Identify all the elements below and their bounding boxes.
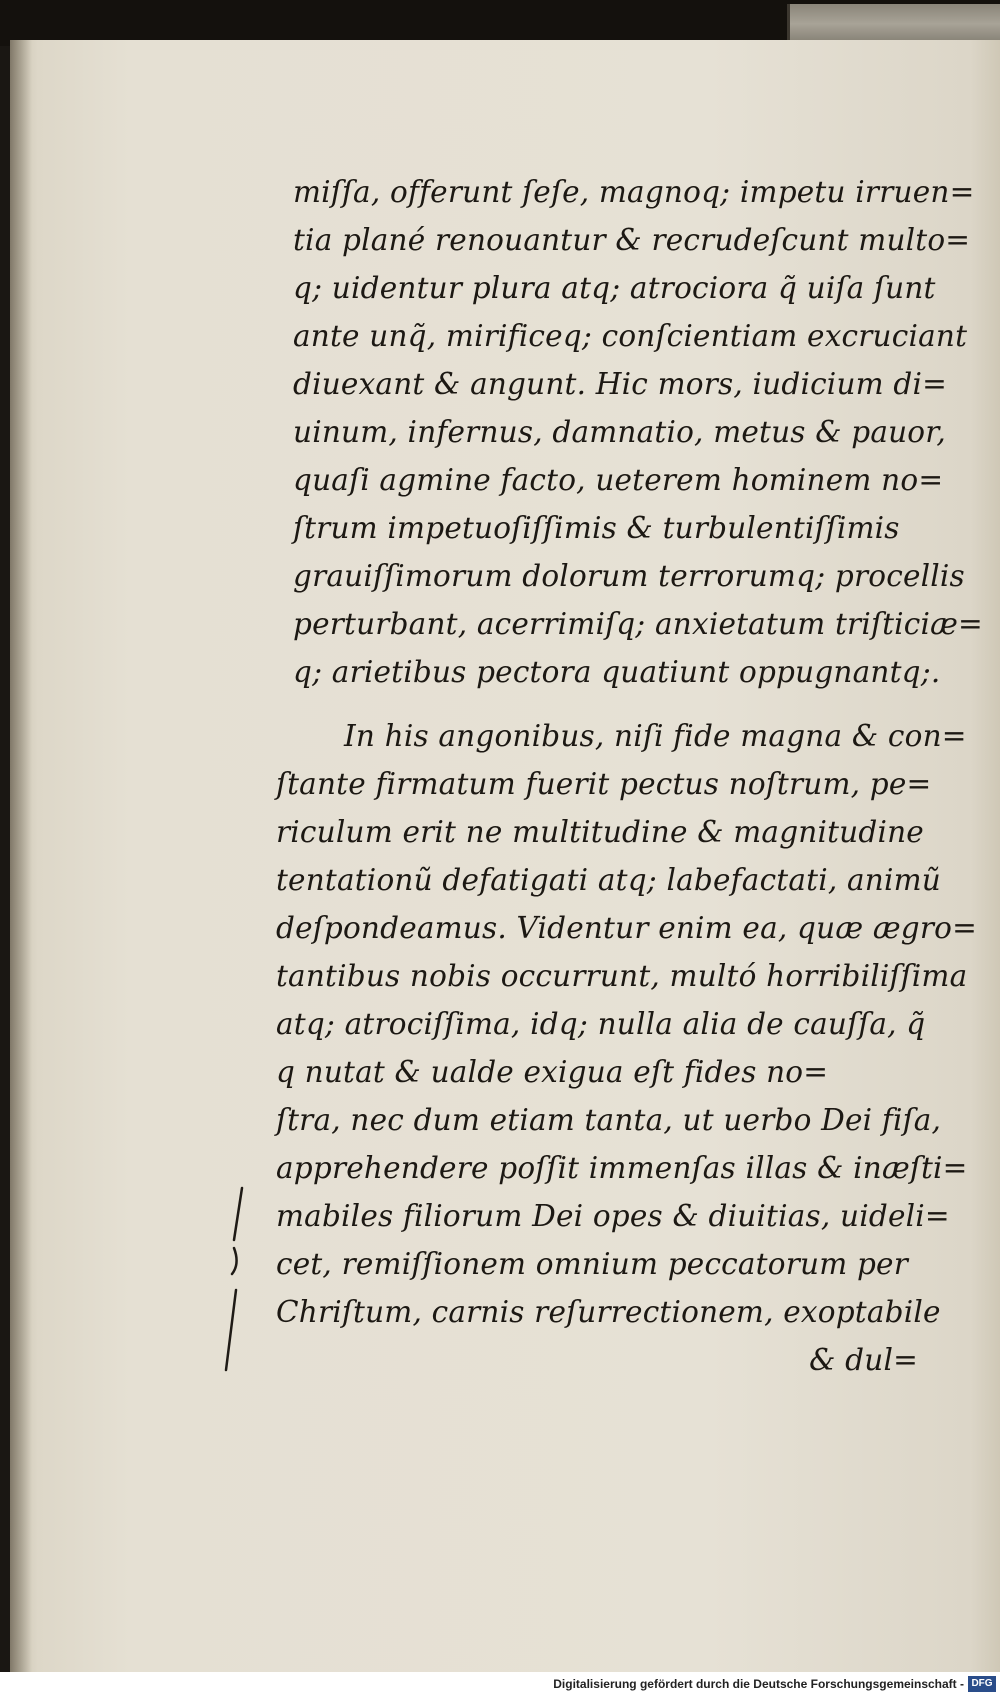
- text-line: mabiles filiorum Dei opes & diuitias, uideli=: [276, 1199, 950, 1233]
- dfg-logo: DFG: [968, 1676, 996, 1692]
- text-line: diuexant & angunt. Hic mors, iudicium di=: [293, 367, 948, 401]
- text-line: apprehendere poſſit immenſas illas & inæſti=: [276, 1151, 968, 1185]
- text-line: deſpondeamus. Videntur enim ea, quæ ægro=: [276, 911, 978, 945]
- paragraph-1: [293, 168, 983, 696]
- text-line: quaſi agmine facto, ueterem hominem no=: [293, 463, 944, 497]
- text-line: atq; atrociſſima, idq; nulla alia de cauſſa, q̃: [276, 1007, 926, 1041]
- gutter-shadow: [10, 40, 32, 1672]
- footer-credit-text: Digitalisierung gefördert durch die Deutsche Forschungsgemeinschaft -: [553, 1677, 964, 1691]
- text-line: In his angonibus, niſi fide magna & con=: [344, 719, 967, 753]
- text-line: tantibus nobis occurrunt, multó horribiliſſima: [276, 959, 968, 993]
- text-line: miſſa, offerunt ſeſe, magnoq; impetu irruen=: [293, 175, 975, 209]
- text-line: perturbant, acerrimiſq; anxietatum triſticiæ=: [293, 607, 983, 641]
- catchword: & dul=: [809, 1343, 918, 1377]
- text-line: Chriſtum, carnis reſurrectionem, exoptabile: [276, 1295, 941, 1329]
- digitization-footer: [0, 1672, 1000, 1697]
- margin-pen-mark: [220, 1180, 280, 1380]
- text-line: ſtante firmatum fuerit pectus noſtrum, pe=: [276, 767, 932, 801]
- text-line: uinum, infernus, damnatio, metus & pauor,: [293, 415, 946, 449]
- text-line: q nutat & ualde exigua eſt fides no=: [276, 1055, 829, 1089]
- text-line: riculum erit ne multitudine & magnitudine: [276, 815, 924, 849]
- text-line: tia plané renouantur & recrudeſcunt multo=: [293, 223, 971, 257]
- text-line: cet, remiſſionem omnium peccatorum per: [276, 1247, 908, 1281]
- text-line: q; uidentur plura atq; atrociora q̃ uiſa ſunt: [293, 271, 936, 305]
- text-line: ſtra, nec dum etiam tanta, ut uerbo Dei fiſa,: [276, 1103, 942, 1137]
- text-line: ſtrum impetuoſiſſimis & turbulentiſſimis: [293, 511, 900, 545]
- text-line: grauiſſimorum dolorum terrorumq; procellis: [293, 559, 965, 593]
- text-line: ante unq̃, mirificeq; conſcientiam excruciant: [293, 319, 968, 353]
- paragraph-2: [276, 712, 986, 1384]
- text-line: q; arietibus pectora quatiunt oppugnantq;.: [293, 655, 941, 689]
- book-page: [10, 40, 1000, 1672]
- text-line: tentationũ defatigati atq; labefactati, animũ: [276, 863, 941, 897]
